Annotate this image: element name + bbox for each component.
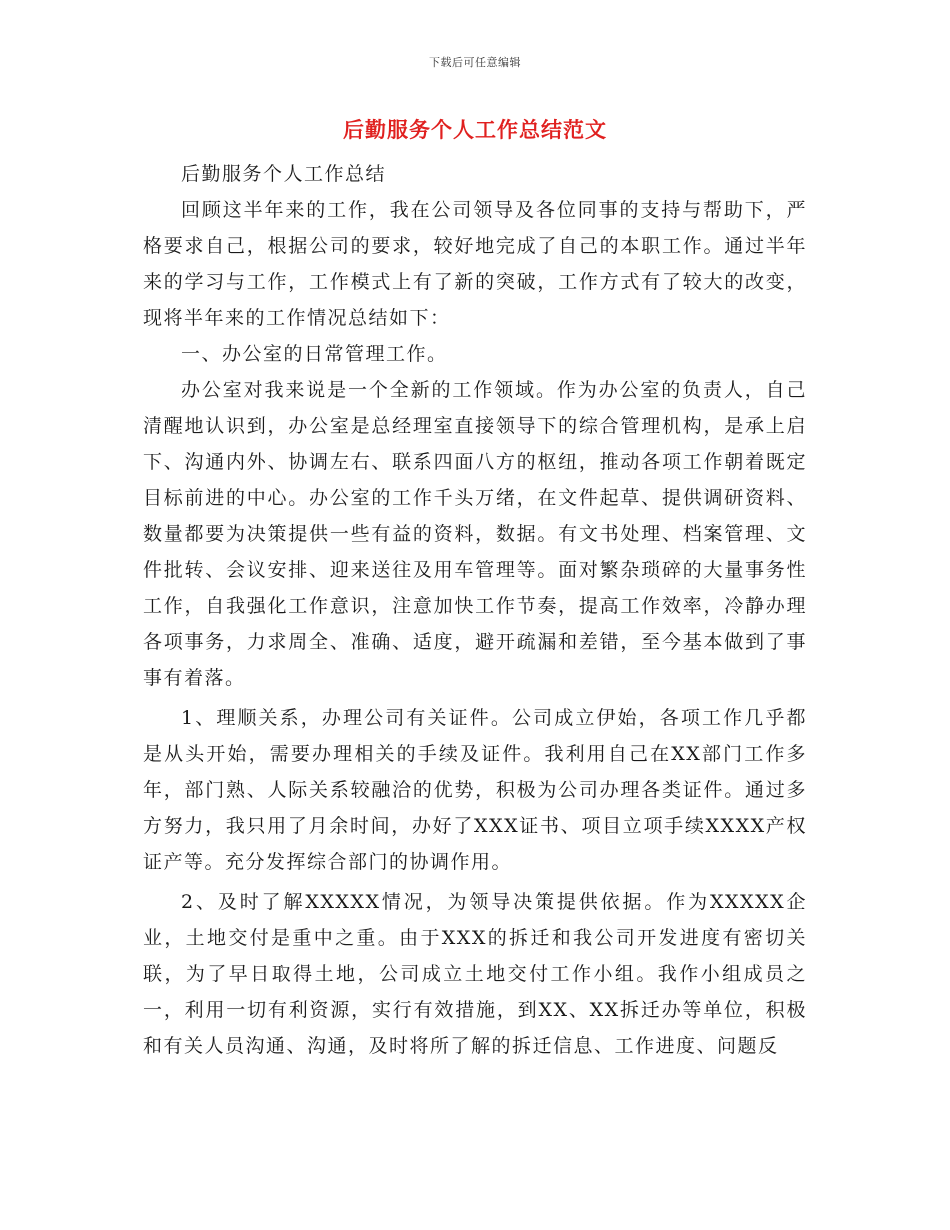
paragraph-intro: 回顾这半年来的工作，我在公司领导及各位同事的支持与帮助下，严格要求自己，根据公司的要求，较好地完成了自己的本职工作。通过半年来的学习与工作，工作模式上有了新的突破，工作方式有了较大的改变，现将半年来的工作情况总结如下： (143, 199, 807, 329)
paragraph-section-heading: 一、办公室的日常管理工作。 (181, 343, 448, 365)
document-body (143, 156, 807, 1064)
paragraph-subtitle: 后勤服务个人工作总结 (181, 163, 387, 185)
paragraph-item-2: 2、及时了解XXXXX情况，为领导决策提供依据。作为XXXXX企业，土地交付是重中之重。由于XXX的拆迁和我公司开发进度有密切关联，为了早日取得土地，公司成立土地交付工作小组。我作小组成员之一，利用一切有利资源，实行有效措施，到XX、XX拆迁办等单位，积极和有关人员沟通、沟通，及时将所了解的拆迁信息、工作进度、问题反 (143, 891, 807, 1057)
paragraph-item-1: 1、理顺关系，办理公司有关证件。公司成立伊始，各项工作几乎都是从头开始，需要办理相关的手续及证件。我利用自己在XX部门工作多年，部门熟、人际关系较融洽的优势，积极为公司办理各类证件。通过多方努力，我只用了月余时间，办好了XXX证书、项目立项手续XXXX产权证产等。充分发挥综合部门的协调作用。 (143, 707, 807, 873)
document-title: 后勤服务个人工作总结范文 (343, 117, 607, 142)
header-note: 下载后可任意编辑 (429, 56, 521, 69)
paragraph-office-management: 办公室对我来说是一个全新的工作领域。作为办公室的负责人，自己清醒地认识到，办公室是总经理室直接领导下的综合管理机构，是承上启下、沟通内外、协调左右、联系四面八方的枢纽，推动各项工作朝着既定目标前进的中心。办公室的工作千头万绪，在文件起草、提供调研资料、数量都要为决策提供一些有益的资料，数据。有文书处理、档案管理、文件批转、会议安排、迎来送往及用车管理等。面对繁杂琐碎的大量事务性工作，自我强化工作意识，注意加快工作节奏，提高工作效率，冷静办理各项事务，力求周全、准确、适度，避开疏漏和差错，至今基本做到了事事有着落。 (143, 379, 807, 689)
